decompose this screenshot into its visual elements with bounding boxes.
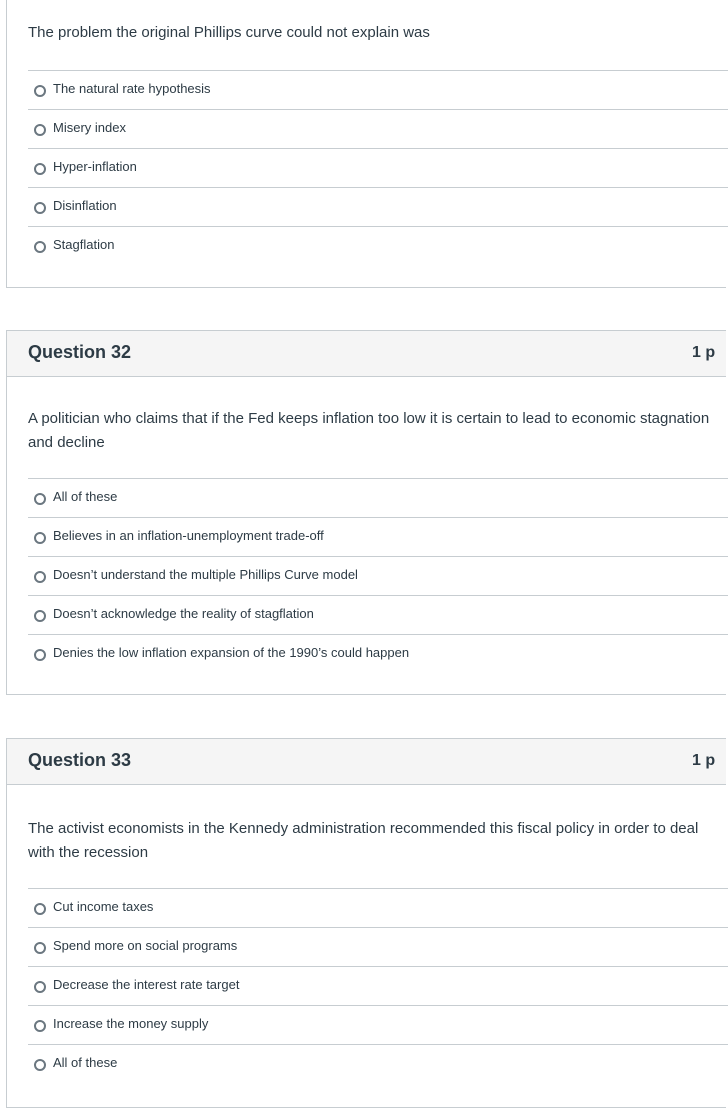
answer-option[interactable]: [28, 517, 728, 556]
answer-label: Hyper-inflation: [53, 159, 137, 174]
question-points: 1 p: [692, 752, 716, 769]
question-card-33: [6, 738, 726, 1108]
radio-button[interactable]: [34, 942, 46, 954]
answer-option[interactable]: [28, 148, 728, 187]
answer-option[interactable]: [28, 556, 728, 595]
answer-option[interactable]: [28, 226, 728, 265]
question-text: A politician who claims that if the Fed keeps inflation too low it is certain to lead to economic stagnation and decline: [28, 410, 710, 451]
answer-option[interactable]: [28, 478, 728, 517]
question-text: The activist economists in the Kennedy administration recommended this fiscal policy in order to deal with the recession: [28, 820, 699, 861]
answer-option[interactable]: [28, 1044, 728, 1083]
question-header: [7, 739, 726, 785]
answer-option[interactable]: [28, 595, 728, 634]
radio-button[interactable]: [34, 571, 46, 583]
question-card-31: [6, 0, 726, 288]
answer-label: The natural rate hypothesis: [53, 81, 211, 96]
answer-label: All of these: [53, 1055, 118, 1070]
answer-list: [28, 70, 728, 265]
answer-label: Stagflation: [53, 237, 115, 252]
question-title: Question 32: [28, 342, 132, 362]
answer-label: Doesn’t understand the multiple Phillips Curve model: [53, 567, 358, 582]
radio-button[interactable]: [34, 85, 46, 97]
radio-button[interactable]: [34, 649, 46, 661]
answer-label: Cut income taxes: [53, 899, 154, 914]
radio-button[interactable]: [34, 981, 46, 993]
answer-option[interactable]: [28, 70, 728, 109]
answer-option[interactable]: [28, 927, 728, 966]
radio-button[interactable]: [34, 532, 46, 544]
answer-option[interactable]: [28, 966, 728, 1005]
answer-option[interactable]: [28, 187, 728, 226]
answer-option[interactable]: [28, 109, 728, 148]
answer-label: Misery index: [53, 120, 126, 135]
radio-button[interactable]: [34, 124, 46, 136]
question-header: [7, 331, 726, 377]
radio-button[interactable]: [34, 241, 46, 253]
answer-label: Decrease the interest rate target: [53, 977, 240, 992]
question-title: Question 33: [28, 750, 132, 770]
radio-button[interactable]: [34, 493, 46, 505]
radio-button[interactable]: [34, 1020, 46, 1032]
answer-list: [28, 478, 728, 673]
answer-option[interactable]: [28, 634, 728, 673]
answer-label: All of these: [53, 489, 118, 504]
answer-option[interactable]: [28, 888, 728, 927]
radio-button[interactable]: [34, 610, 46, 622]
radio-button[interactable]: [34, 202, 46, 214]
answer-list: [28, 888, 728, 1083]
question-card-32: [6, 330, 726, 695]
answer-label: Doesn’t acknowledge the reality of stagflation: [53, 606, 314, 621]
answer-label: Denies the low inflation expansion of the 1990’s could happen: [53, 645, 410, 660]
question-text: The problem the original Phillips curve could not explain was: [28, 24, 430, 41]
answer-option[interactable]: [28, 1005, 728, 1044]
radio-button[interactable]: [34, 903, 46, 915]
answer-label: Increase the money supply: [53, 1016, 209, 1031]
radio-button[interactable]: [34, 1059, 46, 1071]
radio-button[interactable]: [34, 163, 46, 175]
answer-label: Believes in an inflation-unemployment trade-off: [53, 528, 324, 543]
question-points: 1 p: [692, 344, 716, 361]
answer-label: Disinflation: [53, 198, 117, 213]
answer-label: Spend more on social programs: [53, 938, 238, 953]
